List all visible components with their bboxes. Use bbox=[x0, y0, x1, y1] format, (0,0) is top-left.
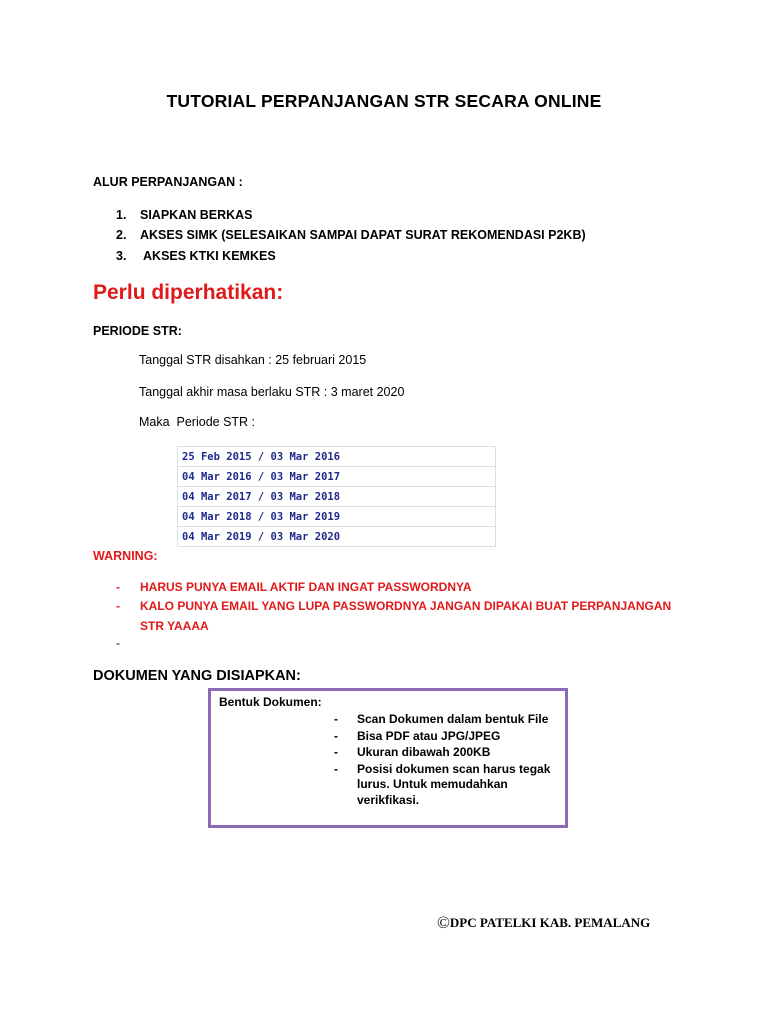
bullet-dash: - bbox=[334, 762, 338, 776]
dokumen-item: Ukuran dibawah 200KB bbox=[357, 745, 491, 759]
list-item bbox=[334, 729, 500, 743]
bullet-dash: - bbox=[116, 599, 120, 613]
list-item bbox=[334, 762, 550, 776]
table-row bbox=[178, 447, 496, 467]
table-cell: 04 Mar 2017 / 03 Mar 2018 bbox=[178, 487, 496, 507]
list-item bbox=[334, 712, 548, 726]
table-row bbox=[178, 467, 496, 487]
page-title: TUTORIAL PERPANJANGAN STR SECARA ONLINE bbox=[166, 91, 602, 111]
periode-label: PERIODE STR: bbox=[93, 324, 182, 338]
list-item bbox=[116, 228, 586, 242]
table-cell: 04 Mar 2019 / 03 Mar 2020 bbox=[178, 527, 496, 547]
dokumen-heading: DOKUMEN YANG DISIAPKAN: bbox=[93, 668, 301, 684]
warning-text: HARUS PUNYA EMAIL AKTIF DAN INGAT PASSWORDNYA bbox=[140, 580, 472, 594]
list-item bbox=[116, 208, 253, 222]
bullet-dash: - bbox=[334, 729, 338, 743]
bullet-dash: - bbox=[116, 580, 120, 594]
tanggal-akhir: Tanggal akhir masa berlaku STR : 3 maret 2020 bbox=[139, 385, 405, 399]
periode-table bbox=[177, 446, 496, 547]
list-item bbox=[116, 599, 671, 613]
step-number: 2. bbox=[116, 228, 127, 242]
footer-text: DPC PATELKI KAB. PEMALANG bbox=[449, 915, 651, 930]
table-cell: 25 Feb 2015 / 03 Mar 2016 bbox=[178, 447, 496, 467]
warning-text: KALO PUNYA EMAIL YANG LUPA PASSWORDNYA JANGAN DIPAKAI BUAT PERPANJANGAN bbox=[140, 599, 672, 613]
dokumen-item: Scan Dokumen dalam bentuk File bbox=[357, 712, 549, 726]
perlu-heading: Perlu diperhatikan: bbox=[93, 281, 284, 304]
step-number: 1. bbox=[116, 208, 127, 222]
dokumen-item: Bisa PDF atau JPG/JPEG bbox=[357, 729, 501, 743]
bullet-dash: - bbox=[334, 712, 338, 726]
bullet-dash: - bbox=[334, 745, 338, 759]
dokumen-item: Posisi dokumen scan harus tegak bbox=[357, 762, 551, 776]
list-item bbox=[116, 580, 472, 594]
table-row bbox=[178, 507, 496, 527]
table-row bbox=[178, 487, 496, 507]
warning-label: WARNING: bbox=[93, 549, 158, 563]
dokumen-item-cont: verikfikasi. bbox=[357, 793, 420, 807]
footer-credit bbox=[437, 913, 650, 933]
list-item bbox=[334, 745, 490, 759]
list-item bbox=[116, 249, 276, 263]
box-title: Bentuk Dokumen: bbox=[219, 695, 322, 709]
bullet-dash: - bbox=[116, 636, 120, 650]
tanggal-disahkan: Tanggal STR disahkan : 25 februari 2015 bbox=[139, 353, 367, 367]
step-number: 3. bbox=[116, 249, 127, 263]
step-text: SIAPKAN BERKAS bbox=[140, 208, 253, 222]
step-text: AKSES KTKI KEMKES bbox=[140, 249, 276, 263]
maka-periode: Maka Periode STR : bbox=[139, 415, 256, 429]
table-cell: 04 Mar 2016 / 03 Mar 2017 bbox=[178, 467, 496, 487]
copyright-icon: © bbox=[437, 913, 450, 932]
warning-text-cont: STR YAAAA bbox=[140, 619, 209, 633]
dokumen-item-cont: lurus. Untuk memudahkan bbox=[357, 777, 508, 791]
alur-label: ALUR PERPANJANGAN : bbox=[93, 175, 243, 189]
table-row bbox=[178, 527, 496, 547]
table-cell: 04 Mar 2018 / 03 Mar 2019 bbox=[178, 507, 496, 527]
step-text: AKSES SIMK (SELESAIKAN SAMPAI DAPAT SURAT REKOMENDASI P2KB) bbox=[140, 228, 586, 242]
